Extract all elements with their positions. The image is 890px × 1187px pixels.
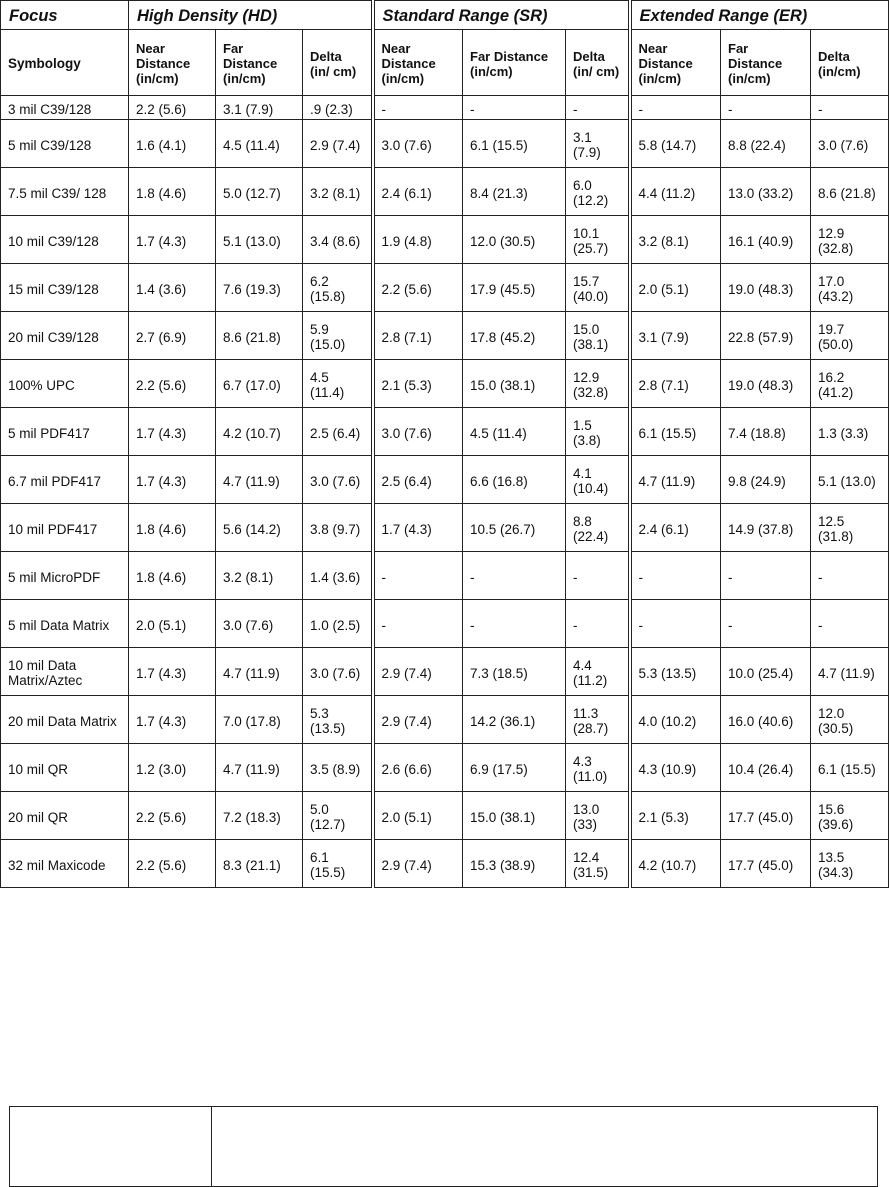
sr-far-cell: 15.0 (38.1) xyxy=(463,792,566,840)
er-far-cell: 16.0 (40.6) xyxy=(721,696,811,744)
sr-near-cell: - xyxy=(373,552,463,600)
er-delta-cell: 19.7 (50.0) xyxy=(811,312,889,360)
hd-near-cell: 1.2 (3.0) xyxy=(129,744,216,792)
sr-delta-cell: 10.1 (25.7) xyxy=(566,216,630,264)
er-far-cell: 10.4 (26.4) xyxy=(721,744,811,792)
hd-near-cell: 2.7 (6.9) xyxy=(129,312,216,360)
hd-delta-cell: 1.4 (3.6) xyxy=(303,552,373,600)
table-row xyxy=(1,648,889,696)
hd-delta-cell: 3.4 (8.6) xyxy=(303,216,373,264)
er-far-cell: 17.7 (45.0) xyxy=(721,840,811,888)
er-near-cell: 4.2 (10.7) xyxy=(630,840,721,888)
hd-delta-cell: 2.5 (6.4) xyxy=(303,408,373,456)
er-far-cell: 17.7 (45.0) xyxy=(721,792,811,840)
sr-delta-cell: 4.3 (11.0) xyxy=(566,744,630,792)
hd-far-cell: 3.0 (7.6) xyxy=(216,600,303,648)
hd-delta-cell: 5.9 (15.0) xyxy=(303,312,373,360)
sr-delta-header: Delta (in/ cm) xyxy=(566,30,630,96)
sr-far-cell: 8.4 (21.3) xyxy=(463,168,566,216)
hd-delta-cell: .9 (2.3) xyxy=(303,96,373,120)
er-near-cell: 3.1 (7.9) xyxy=(630,312,721,360)
sr-far-cell: 14.2 (36.1) xyxy=(463,696,566,744)
hd-far-cell: 3.1 (7.9) xyxy=(216,96,303,120)
table-row xyxy=(1,504,889,552)
er-near-cell: 2.0 (5.1) xyxy=(630,264,721,312)
sr-delta-cell: 15.0 (38.1) xyxy=(566,312,630,360)
hd-delta-cell: 3.8 (9.7) xyxy=(303,504,373,552)
sr-delta-cell: 15.7 (40.0) xyxy=(566,264,630,312)
hd-delta-cell: 3.0 (7.6) xyxy=(303,456,373,504)
symbology-cell: 5 mil Data Matrix xyxy=(1,600,129,648)
footer-cell-left xyxy=(10,1107,212,1187)
sr-far-cell: 15.3 (38.9) xyxy=(463,840,566,888)
sr-delta-cell: 3.1 (7.9) xyxy=(566,120,630,168)
hd-far-cell: 4.2 (10.7) xyxy=(216,408,303,456)
symbology-cell: 10 mil Data Matrix/Aztec xyxy=(1,648,129,696)
er-delta-cell: 8.6 (21.8) xyxy=(811,168,889,216)
symbology-cell: 5 mil MicroPDF xyxy=(1,552,129,600)
hd-far-cell: 6.7 (17.0) xyxy=(216,360,303,408)
group-er: Extended Range (ER) xyxy=(630,1,889,30)
sr-delta-cell: 1.5 (3.8) xyxy=(566,408,630,456)
er-far-cell: 19.0 (48.3) xyxy=(721,360,811,408)
table-row xyxy=(1,408,889,456)
sr-far-cell: 12.0 (30.5) xyxy=(463,216,566,264)
table-row xyxy=(1,216,889,264)
sr-near-cell: 2.1 (5.3) xyxy=(373,360,463,408)
er-near-cell: - xyxy=(630,600,721,648)
group-hd: High Density (HD) xyxy=(129,1,373,30)
er-delta-cell: 4.7 (11.9) xyxy=(811,648,889,696)
table-row xyxy=(1,840,889,888)
hd-delta-header: Delta (in/ cm) xyxy=(303,30,373,96)
hd-delta-cell: 4.5 (11.4) xyxy=(303,360,373,408)
sr-far-cell: 6.1 (15.5) xyxy=(463,120,566,168)
er-near-cell: - xyxy=(630,552,721,600)
er-delta-cell: - xyxy=(811,552,889,600)
hd-delta-cell: 3.5 (8.9) xyxy=(303,744,373,792)
sr-far-cell: 17.8 (45.2) xyxy=(463,312,566,360)
symbology-cell: 10 mil C39/128 xyxy=(1,216,129,264)
er-far-cell: 8.8 (22.4) xyxy=(721,120,811,168)
sr-far-cell: 7.3 (18.5) xyxy=(463,648,566,696)
symbology-cell: 3 mil C39/128 xyxy=(1,96,129,120)
symbology-cell: 20 mil C39/128 xyxy=(1,312,129,360)
er-near-header: Near Distance (in/cm) xyxy=(630,30,721,96)
er-far-cell: 13.0 (33.2) xyxy=(721,168,811,216)
er-far-cell: 22.8 (57.9) xyxy=(721,312,811,360)
sr-delta-cell: - xyxy=(566,600,630,648)
sr-near-cell: 2.9 (7.4) xyxy=(373,648,463,696)
er-far-cell: 7.4 (18.8) xyxy=(721,408,811,456)
table-row xyxy=(1,312,889,360)
hd-delta-cell: 3.2 (8.1) xyxy=(303,168,373,216)
hd-far-cell: 4.7 (11.9) xyxy=(216,648,303,696)
er-far-cell: 19.0 (48.3) xyxy=(721,264,811,312)
sr-delta-cell: 12.9 (32.8) xyxy=(566,360,630,408)
er-near-cell: 4.7 (11.9) xyxy=(630,456,721,504)
hd-far-header: Far Distance (in/cm) xyxy=(216,30,303,96)
table-row xyxy=(1,360,889,408)
empty-footer-table xyxy=(9,1106,878,1187)
table-row xyxy=(1,600,889,648)
er-near-cell: 4.3 (10.9) xyxy=(630,744,721,792)
focus-label: Focus xyxy=(1,1,129,30)
er-delta-cell: 5.1 (13.0) xyxy=(811,456,889,504)
symbology-cell: 10 mil PDF417 xyxy=(1,504,129,552)
er-delta-cell: 15.6 (39.6) xyxy=(811,792,889,840)
symbology-cell: 10 mil QR xyxy=(1,744,129,792)
hd-far-cell: 5.1 (13.0) xyxy=(216,216,303,264)
er-delta-cell: 6.1 (15.5) xyxy=(811,744,889,792)
sr-near-cell: 2.9 (7.4) xyxy=(373,696,463,744)
hd-near-cell: 1.4 (3.6) xyxy=(129,264,216,312)
er-near-cell: 3.2 (8.1) xyxy=(630,216,721,264)
er-near-cell: 4.4 (11.2) xyxy=(630,168,721,216)
focus-header-row xyxy=(1,1,889,30)
er-delta-cell: 12.9 (32.8) xyxy=(811,216,889,264)
symbology-cell: 7.5 mil C39/ 128 xyxy=(1,168,129,216)
hd-near-cell: 1.7 (4.3) xyxy=(129,696,216,744)
table-row xyxy=(1,264,889,312)
er-far-cell: 14.9 (37.8) xyxy=(721,504,811,552)
sr-delta-cell: - xyxy=(566,96,630,120)
er-delta-cell: 1.3 (3.3) xyxy=(811,408,889,456)
hd-delta-cell: 1.0 (2.5) xyxy=(303,600,373,648)
hd-near-cell: 2.0 (5.1) xyxy=(129,600,216,648)
sr-near-cell: 3.0 (7.6) xyxy=(373,120,463,168)
sr-delta-cell: 8.8 (22.4) xyxy=(566,504,630,552)
er-delta-cell: 16.2 (41.2) xyxy=(811,360,889,408)
sr-near-cell: - xyxy=(373,600,463,648)
hd-delta-cell: 5.3 (13.5) xyxy=(303,696,373,744)
symbology-cell: 5 mil C39/128 xyxy=(1,120,129,168)
sr-far-cell: 15.0 (38.1) xyxy=(463,360,566,408)
sr-far-cell: 4.5 (11.4) xyxy=(463,408,566,456)
hd-far-cell: 8.3 (21.1) xyxy=(216,840,303,888)
hd-delta-cell: 2.9 (7.4) xyxy=(303,120,373,168)
er-far-cell: - xyxy=(721,96,811,120)
er-delta-cell: 12.0 (30.5) xyxy=(811,696,889,744)
hd-near-cell: 1.7 (4.3) xyxy=(129,216,216,264)
er-far-cell: - xyxy=(721,552,811,600)
sr-delta-cell: 4.1 (10.4) xyxy=(566,456,630,504)
sr-near-header: Near Distance (in/cm) xyxy=(373,30,463,96)
hd-near-cell: 1.7 (4.3) xyxy=(129,456,216,504)
sr-delta-cell: 6.0 (12.2) xyxy=(566,168,630,216)
er-near-cell: 2.8 (7.1) xyxy=(630,360,721,408)
sr-near-cell: 2.8 (7.1) xyxy=(373,312,463,360)
sr-near-cell: - xyxy=(373,96,463,120)
hd-far-cell: 3.2 (8.1) xyxy=(216,552,303,600)
sr-near-cell: 2.2 (5.6) xyxy=(373,264,463,312)
hd-near-cell: 2.2 (5.6) xyxy=(129,792,216,840)
er-delta-cell: 3.0 (7.6) xyxy=(811,120,889,168)
sr-far-cell: 10.5 (26.7) xyxy=(463,504,566,552)
er-far-cell: 16.1 (40.9) xyxy=(721,216,811,264)
table-row xyxy=(1,456,889,504)
er-far-cell: 9.8 (24.9) xyxy=(721,456,811,504)
sr-far-cell: 6.6 (16.8) xyxy=(463,456,566,504)
hd-near-cell: 2.2 (5.6) xyxy=(129,840,216,888)
hd-delta-cell: 3.0 (7.6) xyxy=(303,648,373,696)
hd-near-cell: 2.2 (5.6) xyxy=(129,360,216,408)
subheader-row xyxy=(1,30,889,96)
er-near-cell: - xyxy=(630,96,721,120)
hd-far-cell: 7.6 (19.3) xyxy=(216,264,303,312)
er-delta-cell: 17.0 (43.2) xyxy=(811,264,889,312)
hd-near-header: Near Distance (in/cm) xyxy=(129,30,216,96)
sr-near-cell: 2.0 (5.1) xyxy=(373,792,463,840)
er-delta-cell: 12.5 (31.8) xyxy=(811,504,889,552)
er-delta-cell: - xyxy=(811,600,889,648)
sr-delta-cell: 13.0 (33) xyxy=(566,792,630,840)
hd-far-cell: 4.7 (11.9) xyxy=(216,744,303,792)
sr-near-cell: 1.7 (4.3) xyxy=(373,504,463,552)
er-near-cell: 6.1 (15.5) xyxy=(630,408,721,456)
er-near-cell: 2.4 (6.1) xyxy=(630,504,721,552)
sr-near-cell: 2.5 (6.4) xyxy=(373,456,463,504)
er-far-cell: 10.0 (25.4) xyxy=(721,648,811,696)
group-sr: Standard Range (SR) xyxy=(373,1,630,30)
symbology-cell: 6.7 mil PDF417 xyxy=(1,456,129,504)
hd-far-cell: 4.5 (11.4) xyxy=(216,120,303,168)
hd-delta-cell: 5.0 (12.7) xyxy=(303,792,373,840)
sr-near-cell: 3.0 (7.6) xyxy=(373,408,463,456)
symbology-cell: 20 mil Data Matrix xyxy=(1,696,129,744)
symbology-cell: 32 mil Maxicode xyxy=(1,840,129,888)
hd-delta-cell: 6.2 (15.8) xyxy=(303,264,373,312)
sr-delta-cell: 11.3 (28.7) xyxy=(566,696,630,744)
sr-far-cell: 17.9 (45.5) xyxy=(463,264,566,312)
hd-far-cell: 4.7 (11.9) xyxy=(216,456,303,504)
symbology-label: Symbology xyxy=(1,30,129,96)
sr-near-cell: 2.9 (7.4) xyxy=(373,840,463,888)
sr-far-cell: - xyxy=(463,600,566,648)
hd-near-cell: 1.7 (4.3) xyxy=(129,648,216,696)
er-near-cell: 4.0 (10.2) xyxy=(630,696,721,744)
sr-far-cell: 6.9 (17.5) xyxy=(463,744,566,792)
table-row xyxy=(1,744,889,792)
hd-far-cell: 5.6 (14.2) xyxy=(216,504,303,552)
er-delta-header: Delta (in/cm) xyxy=(811,30,889,96)
sr-far-header: Far Distance (in/cm) xyxy=(463,30,566,96)
er-far-header: Far Distance (in/cm) xyxy=(721,30,811,96)
footer-cell-right xyxy=(212,1107,878,1187)
hd-near-cell: 1.8 (4.6) xyxy=(129,168,216,216)
er-near-cell: 2.1 (5.3) xyxy=(630,792,721,840)
table-row xyxy=(1,792,889,840)
sr-delta-cell: 12.4 (31.5) xyxy=(566,840,630,888)
sr-delta-cell: 4.4 (11.2) xyxy=(566,648,630,696)
table-row xyxy=(1,96,889,120)
er-delta-cell: - xyxy=(811,96,889,120)
er-near-cell: 5.3 (13.5) xyxy=(630,648,721,696)
hd-near-cell: 1.6 (4.1) xyxy=(129,120,216,168)
sr-near-cell: 2.4 (6.1) xyxy=(373,168,463,216)
hd-near-cell: 1.8 (4.6) xyxy=(129,552,216,600)
table-row xyxy=(1,696,889,744)
table-row xyxy=(1,552,889,600)
symbology-cell: 5 mil PDF417 xyxy=(1,408,129,456)
hd-far-cell: 8.6 (21.8) xyxy=(216,312,303,360)
sr-near-cell: 1.9 (4.8) xyxy=(373,216,463,264)
sr-far-cell: - xyxy=(463,552,566,600)
hd-far-cell: 7.0 (17.8) xyxy=(216,696,303,744)
symbology-cell: 100% UPC xyxy=(1,360,129,408)
symbology-cell: 20 mil QR xyxy=(1,792,129,840)
hd-near-cell: 1.7 (4.3) xyxy=(129,408,216,456)
table-row xyxy=(1,168,889,216)
hd-near-cell: 2.2 (5.6) xyxy=(129,96,216,120)
er-far-cell: - xyxy=(721,600,811,648)
table-row xyxy=(1,120,889,168)
er-delta-cell: 13.5 (34.3) xyxy=(811,840,889,888)
hd-far-cell: 7.2 (18.3) xyxy=(216,792,303,840)
symbology-cell: 15 mil C39/128 xyxy=(1,264,129,312)
sr-far-cell: - xyxy=(463,96,566,120)
sr-near-cell: 2.6 (6.6) xyxy=(373,744,463,792)
sr-delta-cell: - xyxy=(566,552,630,600)
hd-near-cell: 1.8 (4.6) xyxy=(129,504,216,552)
hd-far-cell: 5.0 (12.7) xyxy=(216,168,303,216)
er-near-cell: 5.8 (14.7) xyxy=(630,120,721,168)
hd-delta-cell: 6.1 (15.5) xyxy=(303,840,373,888)
